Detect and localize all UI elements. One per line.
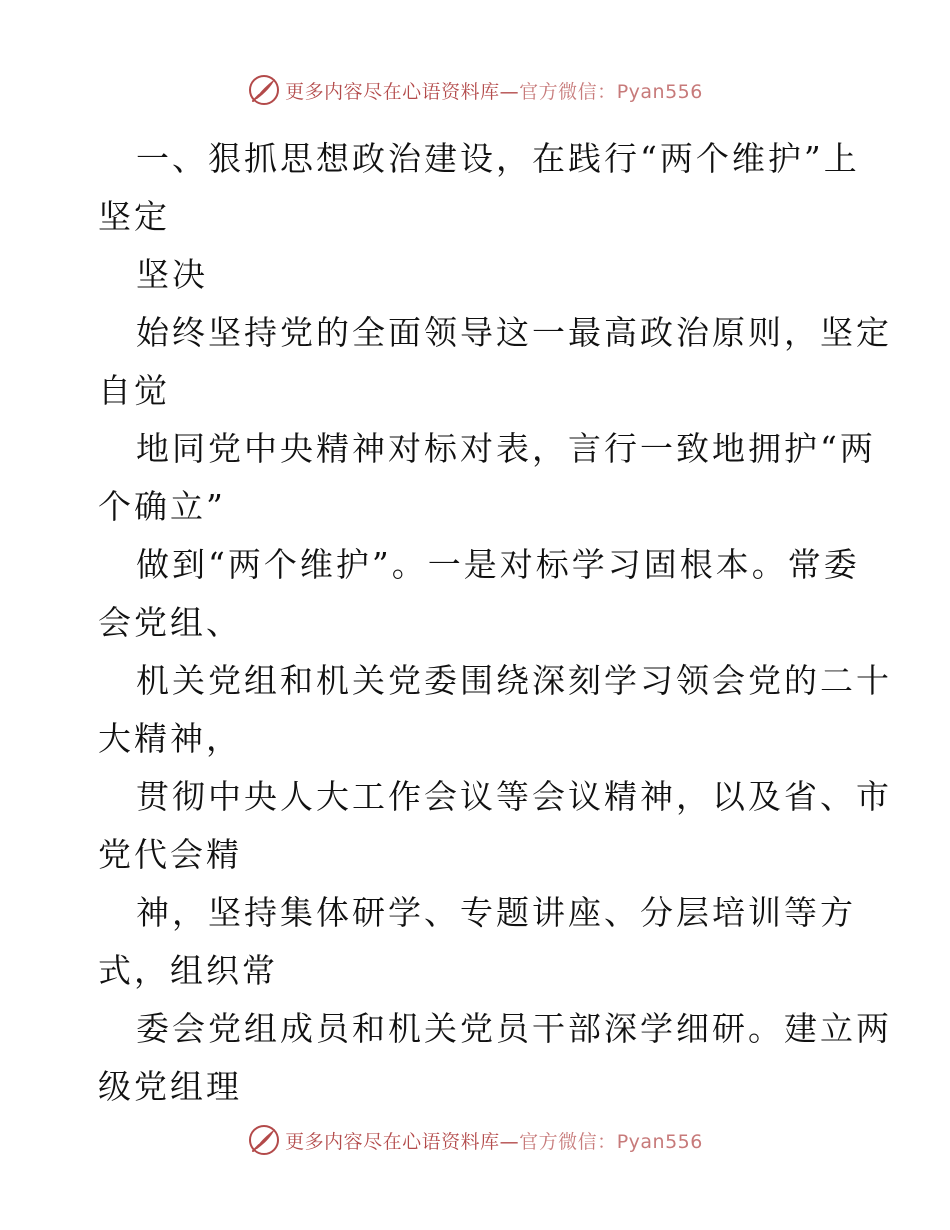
banner-main-text: 更多内容尽在心语资料库 xyxy=(285,1130,500,1153)
paragraph-line: 做到“两个维护”。一是对标学习固根本。常委 xyxy=(136,545,860,584)
banner-wechat-id: Pyan556 xyxy=(616,80,703,103)
paragraph-line: 党代会精 xyxy=(98,835,242,874)
paragraph-line: 级党组理 xyxy=(98,1067,242,1106)
banner-text xyxy=(285,77,703,104)
banner-wechat-label: 官方微信： xyxy=(519,1130,617,1153)
paragraph xyxy=(98,652,892,768)
paragraph-line: 贯彻中央人大工作会议等会议精神，以及省、市 xyxy=(136,777,892,816)
header-banner xyxy=(0,72,950,108)
banner-wechat-id: Pyan556 xyxy=(616,1130,703,1153)
paragraph-line: 委会党组成员和机关党员干部深学细研。建立两 xyxy=(136,1009,892,1048)
banner-main-text: 更多内容尽在心语资料库 xyxy=(285,80,500,103)
paragraph-line: 神，坚持集体研学、专题讲座、分层培训等方 xyxy=(136,893,856,932)
banner-text xyxy=(285,1127,703,1154)
paragraph xyxy=(98,420,876,536)
paragraph xyxy=(98,246,854,304)
feather-pen-logo-icon xyxy=(247,73,281,107)
feather-pen-logo-icon xyxy=(247,1123,281,1157)
paragraph-line: 地同党中央精神对标对表，言行一致地拥护“两 xyxy=(136,429,876,468)
banner-dash: — xyxy=(499,80,520,103)
paragraph xyxy=(98,884,854,1000)
paragraph xyxy=(98,1000,892,1116)
paragraph-line: 机关党组和机关党委围绕深刻学习领会党的二十 xyxy=(136,661,892,700)
paragraph xyxy=(98,536,860,652)
banner-wechat-label: 官方微信： xyxy=(519,80,617,103)
paragraph-line: 坚定 xyxy=(98,197,170,236)
paragraph-line: 会党组、 xyxy=(98,603,242,642)
paragraph-line: 自觉 xyxy=(98,371,170,410)
footer-banner xyxy=(0,1122,950,1158)
paragraph xyxy=(98,768,892,884)
banner-dash: — xyxy=(499,1130,520,1153)
paragraph-line: 个确立” xyxy=(98,487,226,526)
paragraph-line: 始终坚持党的全面领导这一最高政治原则，坚定 xyxy=(136,313,892,352)
paragraph xyxy=(98,130,860,246)
paragraph-line: 式，组织常 xyxy=(98,951,278,990)
paragraph-line: 一、狠抓思想政治建设，在践行“两个维护”上 xyxy=(136,139,860,178)
paragraph-line: 坚决 xyxy=(136,255,208,294)
paragraph xyxy=(98,304,892,420)
paragraph-line: 大精神， xyxy=(98,719,242,758)
